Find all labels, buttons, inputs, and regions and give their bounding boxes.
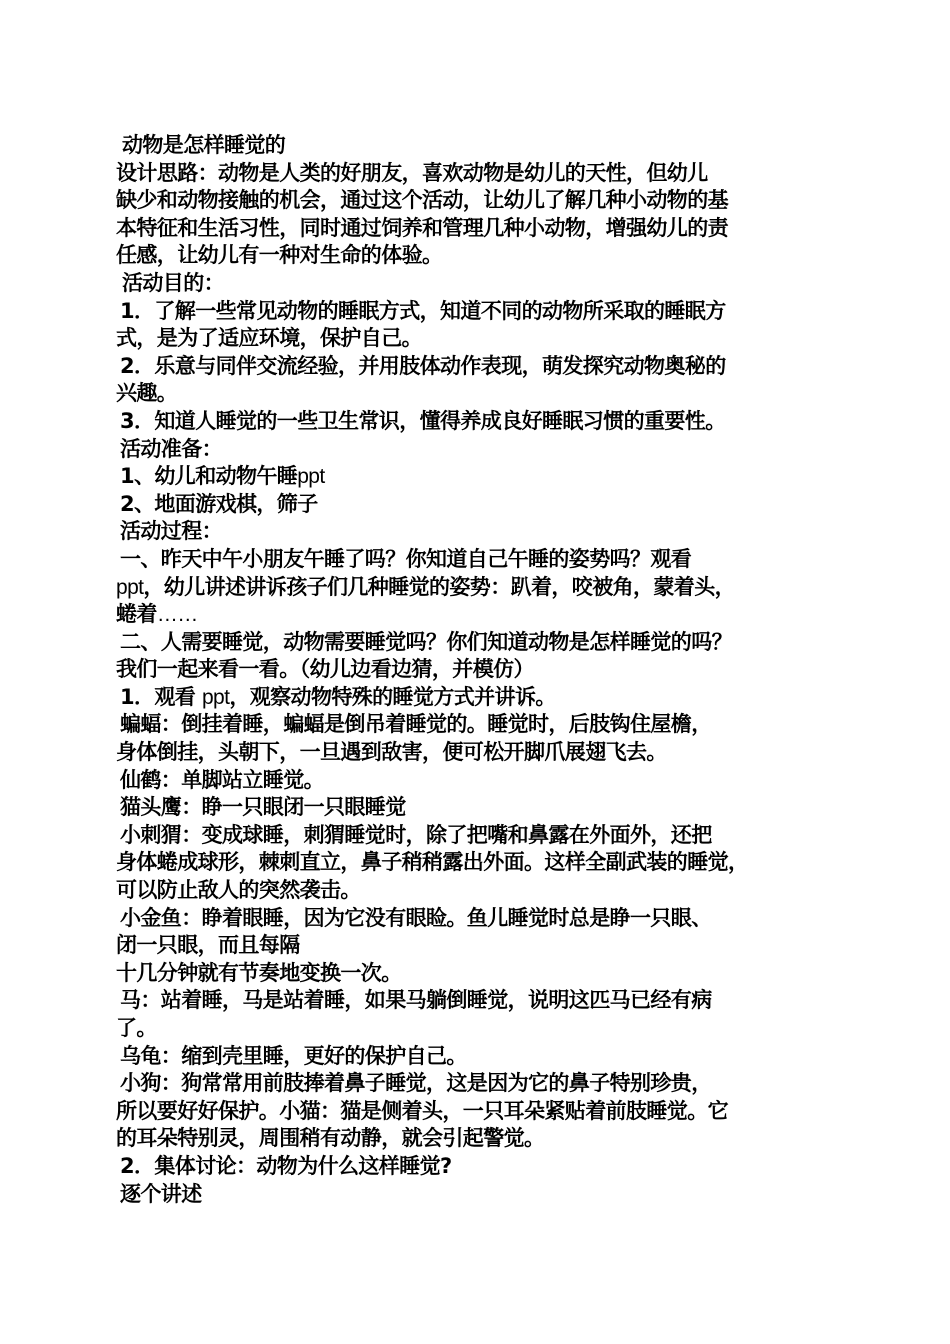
- text-line: 逐个讲述: [120, 1181, 202, 1206]
- text-segment: ppt: [201, 685, 230, 709]
- text-line: 缺少和动物接触的机会，通过这个活动，让幼儿了解几种小动物的基: [116, 188, 728, 213]
- section-heading: 活动过程：: [120, 519, 222, 544]
- text-line: 所以要好好保护。小猫：猫是侧着头，一只耳朵紧贴着前肢睡觉。它: [116, 1098, 728, 1123]
- text-line: 2．乐意与同伴交流经验，并用肢体动作表现，萌发探究动物奥秘的: [120, 353, 726, 378]
- text-line: 了。: [116, 1016, 157, 1040]
- text-line: 一、昨天中午小朋友午睡了吗？你知道自己午睡的姿势吗？观看: [120, 546, 692, 571]
- text-segment: ，观察动物特殊的睡觉方式并讲诉。: [229, 684, 556, 709]
- text-line: [116, 684, 846, 712]
- text-segment: ，幼儿讲述讲诉孩子们几种睡觉的姿势：趴着，咬被角，蒙着头，: [143, 574, 736, 599]
- text-line: 小狗：狗常常用前肢捧着鼻子睡觉，这是因为它的鼻子特别珍贵，: [120, 1071, 712, 1096]
- document-body: [116, 132, 846, 1208]
- text-line: 蝙蝠：倒挂着睡，蝙蝠是倒吊着睡觉的。睡觉时，后肢钩住屋檐，: [120, 712, 712, 737]
- text-line: 乌龟：缩到壳里睡，更好的保护自己。: [120, 1043, 467, 1068]
- text-line: 3．知道人睡觉的一些卫生常识，懂得养成良好睡眠习惯的重要性。: [120, 408, 726, 433]
- text-segment: ppt: [116, 575, 144, 599]
- document-title: 动物是怎样睡觉的: [122, 133, 286, 157]
- text-segment: 蜷着: [116, 602, 157, 627]
- text-line: 马：站着睡，马是站着睡，如果马躺倒睡觉，说明这匹马已经有病: [120, 988, 712, 1013]
- text-line: 本特征和生活习性，同时通过饲养和管理几种小动物，增强幼儿的责: [116, 215, 728, 240]
- text-line: 小金鱼：睁着眼睡，因为它没有眼睑。鱼儿睡觉时总是睁一只眼、: [120, 905, 712, 930]
- text-line: 十几分钟就有节奏地变换一次。: [116, 960, 402, 985]
- text-line: 设计思路：动物是人类的好朋友，喜欢动物是幼儿的天性，但幼儿: [116, 160, 708, 185]
- text-line: 兴趣。: [116, 381, 178, 406]
- text-line: 闭一只眼，而且每隔: [116, 933, 300, 958]
- text-segment: ppt: [297, 465, 325, 489]
- text-line: 2．集体讨论：动物为什么这样睡觉?: [120, 1153, 452, 1178]
- text-line: [116, 574, 846, 602]
- text-segment: ……: [156, 603, 198, 627]
- text-line: 身体蜷成球形，棘刺直立，鼻子稍稍露出外面。这样全副武装的睡觉，: [116, 850, 749, 875]
- text-line: 式，是为了适应环境，保护自己。: [116, 326, 422, 351]
- text-line: 小刺猬：变成球睡，刺猬睡觉时，除了把嘴和鼻露在外面外，还把: [120, 822, 712, 847]
- text-line: [116, 601, 846, 629]
- text-line: 2、地面游戏棋，筛子: [120, 491, 318, 516]
- text-line: 二、人需要睡觉，动物需要睡觉吗？你们知道动物是怎样睡觉的吗？: [120, 629, 732, 654]
- text-line: 仙鹤：单脚站立睡觉。: [120, 767, 324, 792]
- section-heading: 活动准备：: [120, 436, 222, 461]
- text-line: [116, 463, 846, 491]
- text-line: 的耳朵特别灵，周围稍有动静，就会引起警觉。: [116, 1126, 545, 1151]
- text-line: 身体倒挂，头朝下，一旦遇到敌害，便可松开脚爪展翅飞去。: [116, 740, 667, 765]
- text-line: 猫头鹰：睁一只眼闭一只眼睡觉: [120, 795, 406, 820]
- text-line: 可以防止敌人的突然袭击。: [116, 878, 361, 903]
- text-segment: 1、幼儿和动物午睡: [120, 464, 298, 489]
- text-line: 1．了解一些常见动物的睡眠方式，知道不同的动物所采取的睡眠方: [120, 298, 726, 323]
- text-segment: 1．观看: [120, 684, 202, 709]
- section-heading: 活动目的：: [122, 270, 224, 295]
- text-line: 任感，让幼儿有一种对生命的体验。: [116, 243, 443, 268]
- text-line: 我们一起来看一看。（幼儿边看边猜，并模仿）: [116, 657, 534, 682]
